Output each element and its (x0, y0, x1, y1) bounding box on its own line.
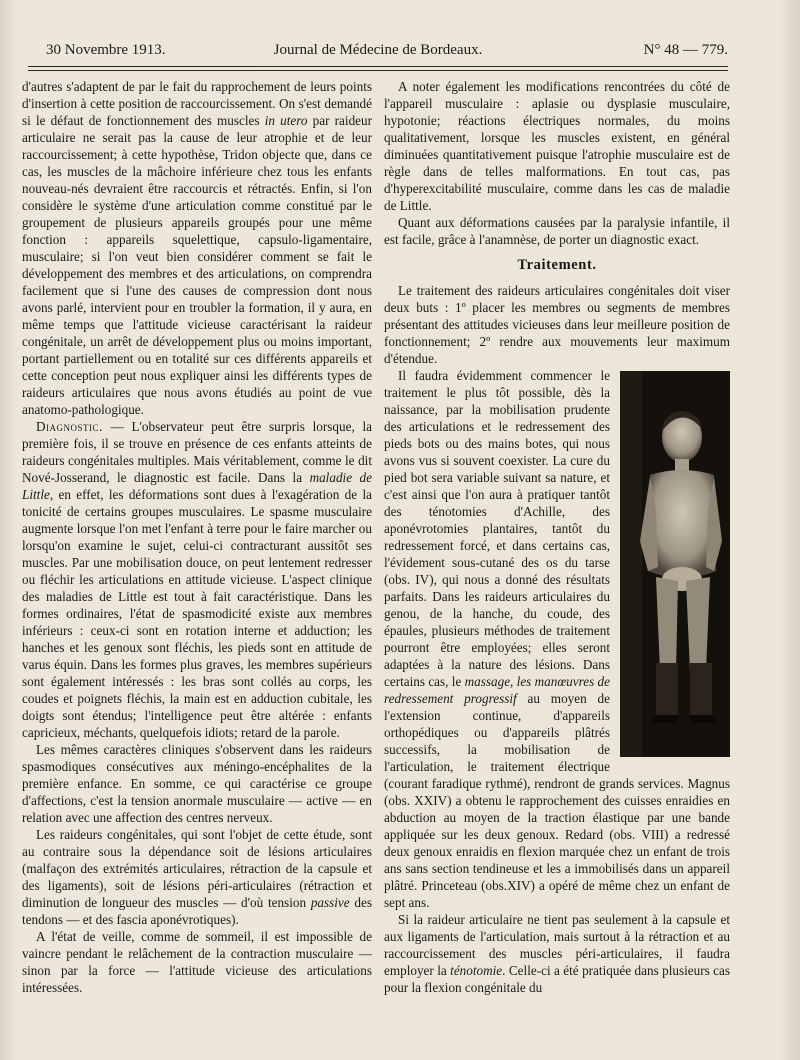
right-column (384, 78, 730, 996)
right-paragraph-1: A noter également les modifications rencontrées du côté de l'appareil musculaire : aplasie ou dysplasie musculaire, hypotonie; réactions électriques normales, du moins qualitativement, lorsque les muscles existent, en général diminuées quantitativement puisque l'atrophie musculaire est de règle dans de telles malformations. En tout cas, pas d'hyperexcitabilité musculaire, comme dans les cas de maladie de Little. (384, 79, 730, 213)
left-paragraph-3: Les mêmes caractères cliniques s'observent dans les raideurs spasmodiques consécutives aux méningo-encéphalites de la première enfance. En somme, ce qui caractérise ce groupe d'affections, c'est la tension anormale musculaire — active — en relation avec une affection des centres nerveux. (22, 742, 372, 825)
left-paragraph-4: Les raideurs congénitales, qui sont l'objet de cette étude, sont au contraire sous la dépendance soit de lésions articulaires (malfaçon des extrémités articulaires, rétraction de la capsule et des ligaments), soit de lésions péri-articulaires (rétraction et diminution de longueur des muscles — d'où tension passive des tendons — et des fascia aponévrotiques). (22, 827, 372, 927)
left-column (22, 78, 372, 996)
right-paragraph-2: Quant aux déformations causées par la paralysie infantile, il est facile, grâce à l'anamnèse, de porter un diagnostic exact. (384, 215, 730, 247)
right-paragraph-5: Si la raideur articulaire ne tient pas seulement à la capsule et aux ligaments de l'articulation, mais surtout à la rétraction et au raccourcissement des muscles péri-articulaires, il faudra employer la ténotomie. Celle-ci a été pratiquée dans plusieurs cas pour la flexion congénitale du (384, 912, 731, 995)
header-date: 30 Novembre 1913. (46, 42, 166, 58)
header-page-number: N° 48 — 779. (643, 42, 728, 58)
header-rule-bottom (28, 70, 728, 71)
child-figure-image (620, 371, 730, 757)
right-paragraph-3: Le traitement des raideurs articulaires congénitales doit viser deux buts : 1º placer les membres ou segments de membres présentant des attitudes vicieuses dans leur meilleure position de fonctionnement; 2º rendre aux mouvements leur maximum d'étendue. (384, 283, 730, 366)
patient-photograph (620, 371, 730, 757)
left-paragraph-1: d'autres s'adaptent de par le fait du rapprochement de leurs points d'insertion à cette position de raccourcissement. On s'est demandé si le défaut de fonctionnement des muscles in utero par raideur articulaire ne serait pas la cause de leur atrophie et de leur raccourcissement; à cette hypothèse, Tridon objecte que, dans ce cas, les muscles de la mâchoire inférieure chez tous les enfants nouveau-nés devraient être raccourcis et rétractés. Enfin, si l'on considère le système d'une articulation comme constitué par le groupement de plusieurs appareils groupés pour une même fonction : appareils squelettique, capsulo-ligamentaire, musculaire; si l'on veut bien considérer comment se fait le développement des membres et des articulations, on comprendra facilement que si l'une des causes de compression dont nous avons parlé, intervient pour en troubler la formation, il y aura, en même temps que l'attitude vicieuse caractérisant la raideur congénitale, un arrêt de développement plus ou moins important, portant partiellement ou en totalité sur ces différents appareils et cette conception peut nous expliquer ainsi les différents types de raideurs articulaires que nous avons étudiés au point de vue anatomo-pathologique. (22, 79, 372, 417)
right-paragraph-4: Il faudra évidemment commencer le traitement le plus tôt possible, dès la naissance, par la mobilisation prudente des articulations et le redressement des pieds bots ou des mains botes, qui nous avons vus si souvent coexister. La cure du pied bot sera variable suivant sa nature, et c'est ainsi que l'on aura à pratiquer tantôt des ténotomies d'Achille, des aponévrotomies plantaires, tantôt du redressement forcé, et dans certains cas, l'évidement sous-cutané des os du tarse (obs. IV), qui nous a donné des résultats parfaits. Dans les raideurs articulaires du genou, de la hanche, du coude, des épaules, plusieurs méthodes de traitement pourront être employées; elles seront adaptées à la nature des lésions. Dans certains cas, le massage, les manœuvres de redressement progressif au moyen de l'extension continue, d'appareils orthopédiques ou d'appareils plâtrés successifs, la mobilisation de l'articulation, le traitement électrique (courant faradique rythmé), rendront de grands services. Magnus (obs. XXIV) a obtenu le rapprochement des cuisses enraidies en abduction au moyen de la traction élastique par une bande appliquée sur les deux genoux. Redard (obs. VIII) a redressé deux genoux enraidis en flexion marquée chez un enfant de trois ans sans section tendineuse et les a immobilisés dans un appareil plâtré. Princeteau (obs.XIV) a opéré de même chez un enfant de sept ans. (384, 368, 730, 910)
running-header (28, 36, 728, 64)
header-journal-title: Journal de Médecine de Bordeaux. (273, 42, 483, 58)
section-heading-traitement: Traitement. (517, 257, 597, 273)
left-paragraph-diagnostic: Diagnostic. — L'observateur peut être surpris lorsque, la première fois, il se trouve en présence de ces enfants atteints de raideurs congénitales multiples. Mais véritablement, comme le dit Nové-Josserand, le diagnostic est facile. Dans la maladie de Little, en effet, les déformations sont dues à l'exagération de la tonicité de certains groupes musculaires. Le spasme musculaire augmente lorsque l'on met l'enfant à terre pour le faire marcher ou lorsqu'on examine le sujet, celui-ci contracturant aussitôt ses muscles. Par une mobilisation douce, on peut lentement redresser ou fléchir les articulations en attitude vicieuse. L'aspect clinique des maladies de Little est tout à fait caractéristique. Dans les formes ordinaires, l'état de spasmodicité existe aux membres inférieurs : ceux-ci sont en rotation interne et adduction; les hanches et les genoux sont fléchis, les pieds sont en attitude de varus équin. Dans les formes plus graves, les membres supérieurs sont également intéressés : les bras sont collés au corps, les coudes et poignets fléchis, la main est en adduction cubitale, les doigts sont étendus; l'intelligence peut être altérée : enfants capricieux, méchants, quelquefois idiots; retard de la parole. (22, 419, 372, 740)
left-paragraph-5: A l'état de veille, comme de sommeil, il est impossible de vaincre pendant le relâchement de la contraction musculaire — sinon par la force — l'attitude vicieuse des articulations intéressées. (22, 929, 372, 995)
header-rule-top (28, 66, 728, 67)
section-label-diagnostic: Diagnostic. (36, 419, 103, 434)
